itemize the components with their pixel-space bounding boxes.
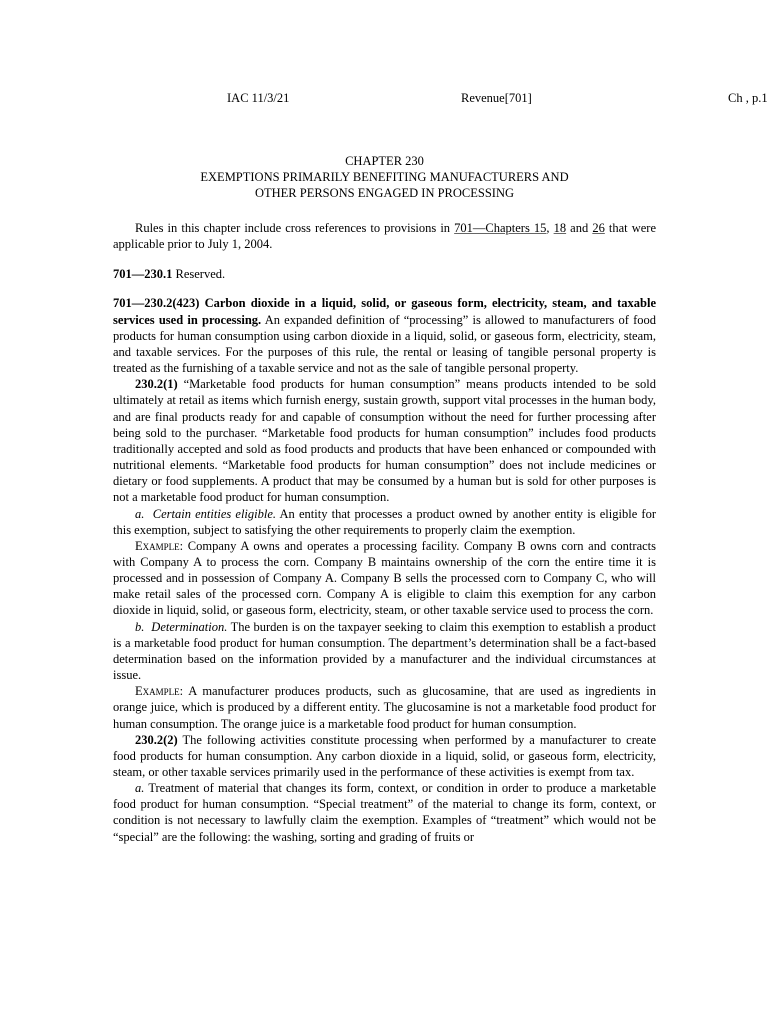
chapter-title-line2: OTHER PERSONS ENGAGED IN PROCESSING: [254, 186, 515, 200]
paragraph-2-a: a. Treatment of material that changes its form, context, or condition in order to produce a marketable food product for human consumption. “Special treatment” of the material to change its form, context, or condition is not necessary to lawfully claim the exemption. Examples of “treatment” which would not be “special” are the following: the washing, sorting and grading of fruits or: [113, 781, 656, 844]
example-label: Example: [135, 538, 180, 553]
example-1: Example: Company A owns and operates a processing facility. Company B owns corn and contracts with Company A to process the corn. Company B maintains ownership of the corn the entire time it is processed and in possession of Company A. Company B sells the processed corn to Company C, who will make retail sales of the processed corn. Company A is eligible to claim this exemption for any carbon dioxide in liquid, solid, or gaseous form, electricity, steam, or other taxable service used to process the corn.: [113, 538, 656, 618]
intro-paragraph: Rules in this chapter include cross references to provisions in 701—Chapters 15, 18 and 26 that were applicable prior to July 1, 2004.: [113, 221, 656, 252]
document-body: [113, 220, 656, 845]
paragraph-a: a. Certain entities eligible. An entity that processes a product owned by another entity is eligible for this exemption, subject to satisfying the other requirements to properly claim the exemption.: [113, 506, 657, 537]
paragraph-heading: Determination.: [151, 619, 228, 634]
running-header-right: Ch , p.1: [728, 91, 768, 105]
paragraph-heading: Certain entities eligible.: [152, 506, 277, 521]
subrule-230-2-2: 230.2(2) The following activities constitute processing when performed by a manufacturer to create food products for human consumption. Any carbon dioxide in a liquid, solid, or gaseous form, electricity, steam, or other taxable services primarily used in the performance of these activities is exempt from tax.: [113, 732, 656, 779]
chapter-title-line1: EXEMPTIONS PRIMARILY BENEFITING MANUFACTURERS AND: [200, 170, 569, 184]
rule-230-1: 701—230.1 Reserved.: [113, 266, 226, 281]
rule-230-2: 701—230.2(423) Carbon dioxide in a liquid, solid, or gaseous form, electricity, steam, and taxable services used in processing. An expanded definition of “processing” is allowed to manufacturers of food products for human consumption using carbon dioxide in a liquid, solid, or gaseous form, electricity, steam, and taxable services. For the purposes of this rule, the rental or leasing of tangible personal property is treated as the furnishing of a taxable service and not as the sale of tangible personal property.: [113, 296, 656, 376]
paragraph-b: b. Determination. The burden is on the taxpayer seeking to claim this exemption to establish a product is a marketable food product for human consumption. The department’s determination shall be a fact-based determination based on the information provided by a manufacturer and the individual circumstances at issue.: [113, 619, 656, 683]
chapter-number: CHAPTER 230: [345, 154, 424, 168]
link-chapter-26[interactable]: 26: [592, 221, 605, 235]
example-label: Example: [135, 684, 180, 699]
subrule-230-2-1: 230.2(1) “Marketable food products for human consumption” means products intended to be sold ultimately at retail as items which furnish energy, sustain growth, support vital processes in the human body, and are final products ready for and capable of consumption without the need for further processing after being sold to the purchaser. “Marketable food products for human consumption” includes food products traditionally accepted and sold as food products and products that have been enhanced or compounded with nutritional elements. “Marketable food products for human consumption” does not include medicines or dietary or food supplements. A product that may be consumed by a human but is sold for other purposes is not a marketable food product for human consumption.: [113, 377, 656, 505]
rule-number: 701—230.1: [113, 266, 173, 281]
link-chapter-18[interactable]: 18: [553, 221, 567, 235]
link-chapters-15[interactable]: 701—Chapters 15: [454, 221, 547, 235]
rule-heading: 701—230.2(423) Carbon dioxide in a liquid, solid, or gaseous form, electricity, steam, and taxable services used in processing.: [113, 296, 656, 327]
subrule-number: 230.2(1): [135, 377, 178, 392]
subrule-number: 230.2(2): [135, 732, 178, 747]
running-header-left: IAC 11/3/21: [227, 91, 290, 105]
example-2: Example: A manufacturer produces products, such as glucosamine, that are used as ingredients in orange juice, which is produced by a different entity. The glucosamine is not a marketable food product for human consumption. The orange juice is a marketable food product for human consumption.: [113, 684, 656, 731]
running-header-center: Revenue[701]: [461, 91, 532, 105]
